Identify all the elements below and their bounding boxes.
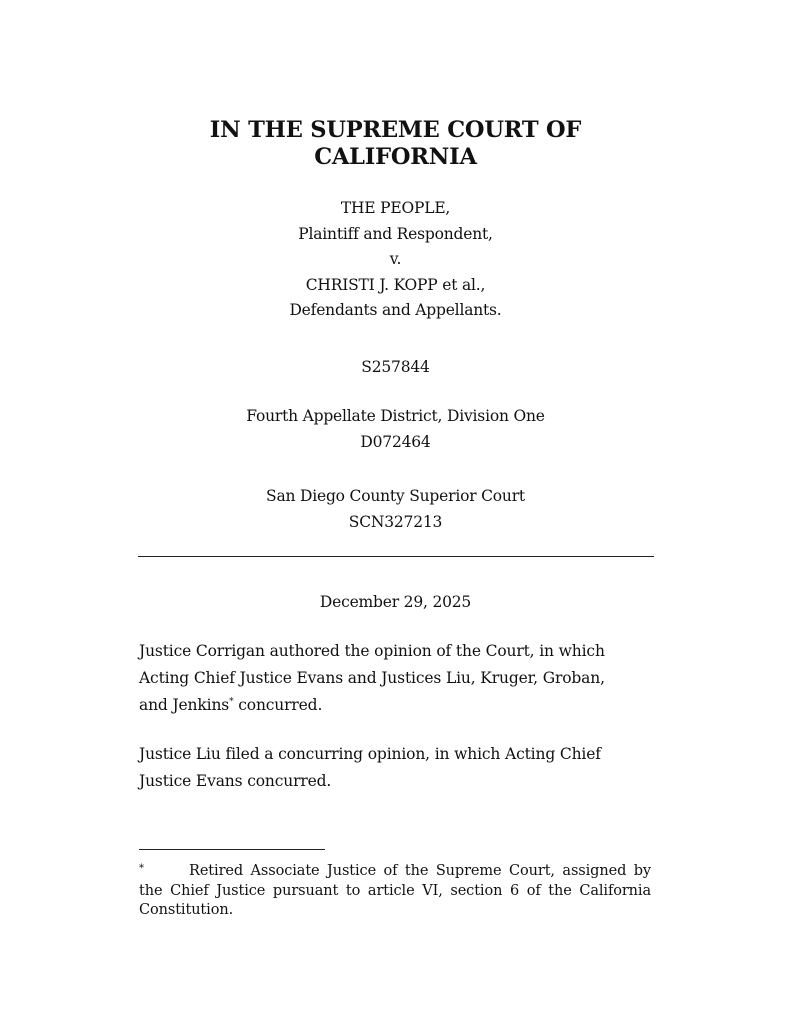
appellate-court-number: D072464 <box>360 432 431 451</box>
appellate-court-name: Fourth Appellate District, Division One <box>246 407 545 425</box>
decision-date <box>0 590 791 616</box>
court-title-line-2: CALIFORNIA <box>314 144 477 170</box>
concurrence-paragraph <box>139 741 654 795</box>
plaintiff-name: THE PEOPLE, <box>340 199 451 217</box>
authorship-line-1: Justice Corrigan authored the opinion of the Court, in which <box>139 642 605 660</box>
defendant-name: CHRISTI J. KOPP et al., <box>305 275 486 294</box>
footnote-reference[interactable]: * <box>229 697 234 707</box>
authorship-paragraph <box>139 638 654 719</box>
case-caption <box>0 196 791 324</box>
superior-court-info <box>0 484 791 535</box>
authorship-line-3-end: concurred. <box>233 696 323 714</box>
concurrence-line-1: Justice Liu filed a concurring opinion, in which Acting Chief <box>139 745 601 763</box>
footnote: * Retired Associate Justice of the Supreme Court, assigned by the Chief Justice pursuant to article VI, section 6 of the California Constitution. <box>139 863 651 918</box>
case-number-text: S257844 <box>361 358 430 376</box>
decision-date-text: December 29, 2025 <box>319 593 472 611</box>
plaintiff-role: Plaintiff and Respondent, <box>298 224 493 243</box>
concurrence-line-2: Justice Evans concurred. <box>139 772 332 790</box>
defendant-role: Defendants and Appellants. <box>289 301 502 319</box>
superior-court-name: San Diego County Superior Court <box>266 487 525 505</box>
court-title <box>0 117 791 171</box>
authorship-line-2: Acting Chief Justice Evans and Justices Liu, Kruger, Groban, <box>139 669 605 687</box>
authorship-line-3-start: and Jenkins <box>139 696 230 714</box>
section-divider <box>138 556 654 557</box>
appellate-court-info <box>0 404 791 455</box>
footnote-divider <box>139 849 325 850</box>
case-number <box>0 355 791 381</box>
footnote-text: Retired Associate Justice of the Supreme Court, assigned by the Chief Justice pursuant to article VI, section 6 of the California Constitution. <box>139 863 651 918</box>
authorship-line-3 <box>139 692 654 719</box>
court-title-line-1: IN THE SUPREME COURT OF <box>209 117 582 143</box>
versus: v. <box>389 250 402 268</box>
superior-court-number: SCN327213 <box>348 512 443 531</box>
